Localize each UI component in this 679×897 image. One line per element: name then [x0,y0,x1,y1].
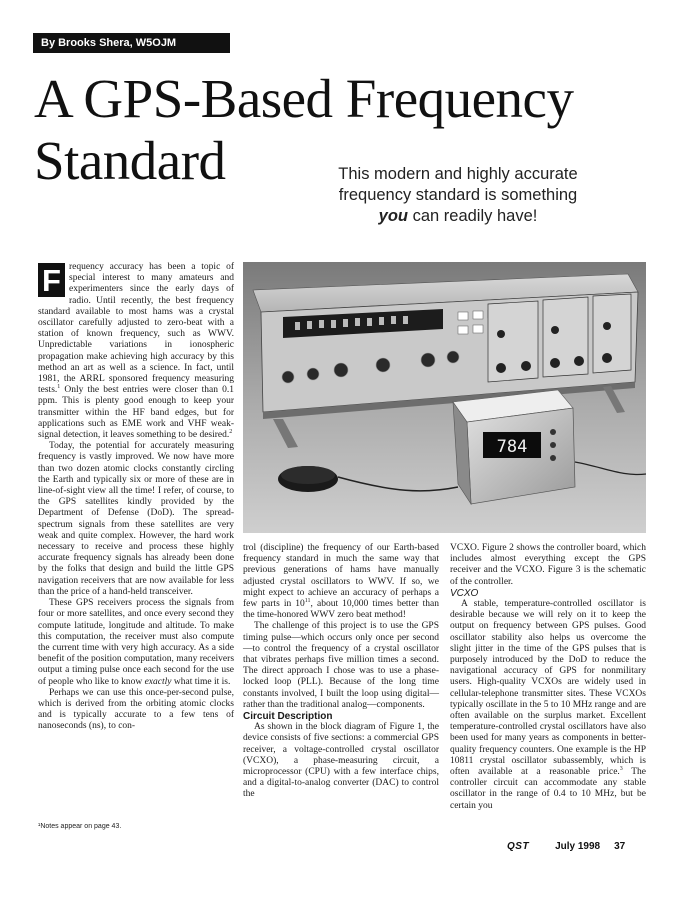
drop-cap: F [38,263,65,297]
page-number: 37 [614,841,626,852]
footnote: ¹Notes appear on page 43. [38,823,122,830]
title-line-1: A GPS-Based Frequency [34,68,574,129]
title-line-2: Standard [34,130,226,191]
subsection-heading: VCXO [450,587,479,599]
gps-controller-box [453,390,575,504]
page-folio [507,841,625,852]
paragraph: Today, the potential for accurately measuring frequency is vastly improved. We now have more than two dozen atomic clocks constantly circling the Earth and typically six or more of these are in line-of-sight view all the time! I refer, of course, to the GPS satellites kindly provided by the Department of Defense (DoD). The spread-spectrum signals from these satellites are very weak and quite complex. However, the hard work necessary to receive and process these highly accurate frequency signals has already been done by the folks that design and build the little GPS navigation receivers that are now available for less than the price of a hand-held transceiver. [38,441,234,597]
deck-line-2: frequency standard is something [338,186,578,204]
paragraph: Perhaps we can use this once-per-second pulse, which is derived from the orbiting atomic clocks and is typically accurate to a few tens of nanoseconds (ns), to con- [38,687,234,732]
deck-line-1: This modern and highly accurate [338,165,578,183]
paragraph: A stable, temperature-controlled oscillator is desirable because we will rely on it to keep the output on frequency between GPS pulses. Good oscillator stability also helps us overcome the slight jitter in the time of the GPS pulses that is purposely introduced by the DoD to reduce the navigational accuracy of GPS for nonmilitary users. High-quality VCXOs are widely used in cellular-telephone transmitter sites. These VCXOs typically oscillate in the 5 to 10 MHz range and are often available on the surplus market. Excellent temperature-controlled crystal oscillators have also been used for many years as components in better-quality frequency counters. One example is the HP 10811 crystal oscillator subassembly, which is often available at a reasonable price.$^3$ The controller circuit can accommodate any stable oscillator in the range of 0.4 to 10 MHz, but be certain you [450,599,646,811]
paragraph: These GPS receivers process the signals from four or more satellites, and once every second they compute latitude, longitude and altitude. To make this computation, the receiver must also compute the current time with very high accuracy. As a side benefit of the position computation, many receivers output a timing pulse once each second for the use of people who like to know exactly what time it is. [38,598,235,687]
paragraph: As shown in the block diagram of Figure 1, the device consists of five sections: a commercial GPS receiver, a voltage-controlled crystal oscillator (VCXO), a phase-measuring circuit, a microprocessor (CPU) with a few interface chips, and a digital-to-analog converter (DAC) to control the [243,722,439,800]
issue-date: July 1998 [555,841,601,852]
text-column-2 [243,543,439,801]
paragraph: The challenge of this project is to use the GPS timing pulse—which occurs only once per second—to control the frequency of a crystal oscillator that vibrates perhaps five million times a second. The direct approach I chose was to use a phase-locked loop (PLL). Because of the long time constants involved, I built the loop using digital—rather than the traditional analog—components. [243,621,439,710]
magazine-logo: QST [507,841,530,852]
paragraph: trol (discipline) the frequency of our Earth-based frequency standard in much the same way that previous generations of hams have manually adjusted crystal oscillators to WWV. If so, we might expect to achieve an accuracy of perhaps a few parts in $10^{11}$, about 10,000 times better than the time-honored WWV zero beat method! [243,543,439,621]
text-column-1 [38,262,234,733]
section-heading: Circuit Description [243,711,333,723]
equipment-photo [243,262,646,533]
deck-line-3: can readily have! [408,207,538,225]
controller-display-value: 784 [496,437,528,457]
byline: By Brooks Shera, W5OJM [33,33,230,53]
text-column-3 [450,543,646,812]
article-deck [318,164,598,227]
paragraph: VCXO. Figure 2 shows the controller board, which includes almost everything except the GPS receiver and the VCXO. Figure 3 is the schematic of the controller. [450,543,646,587]
deck-emphasis: you [378,207,408,225]
paragraph-intro: F requency accuracy has been a topic of special interest to many amateurs and experimenters since the early days of radio. Until recently, the best frequency standard available to most hams was a crystal oscillator carefully adjusted to zero-beat with a station of known frequency, such as WWV. Unpredictable variations in ionospheric propagation make achieving high accuracy by this method an art as well as a science. In fact, until 1981, the ARRL sponsored frequency measuring tests.$^1$ Only the best entries were closer than 0.1 ppm. This is plenty good enough to keep your transmitter within the HF band edges, but for applications such as EME work and VHF weak-signal detection, it leaves something to be desired.$^2$ [38,262,234,441]
